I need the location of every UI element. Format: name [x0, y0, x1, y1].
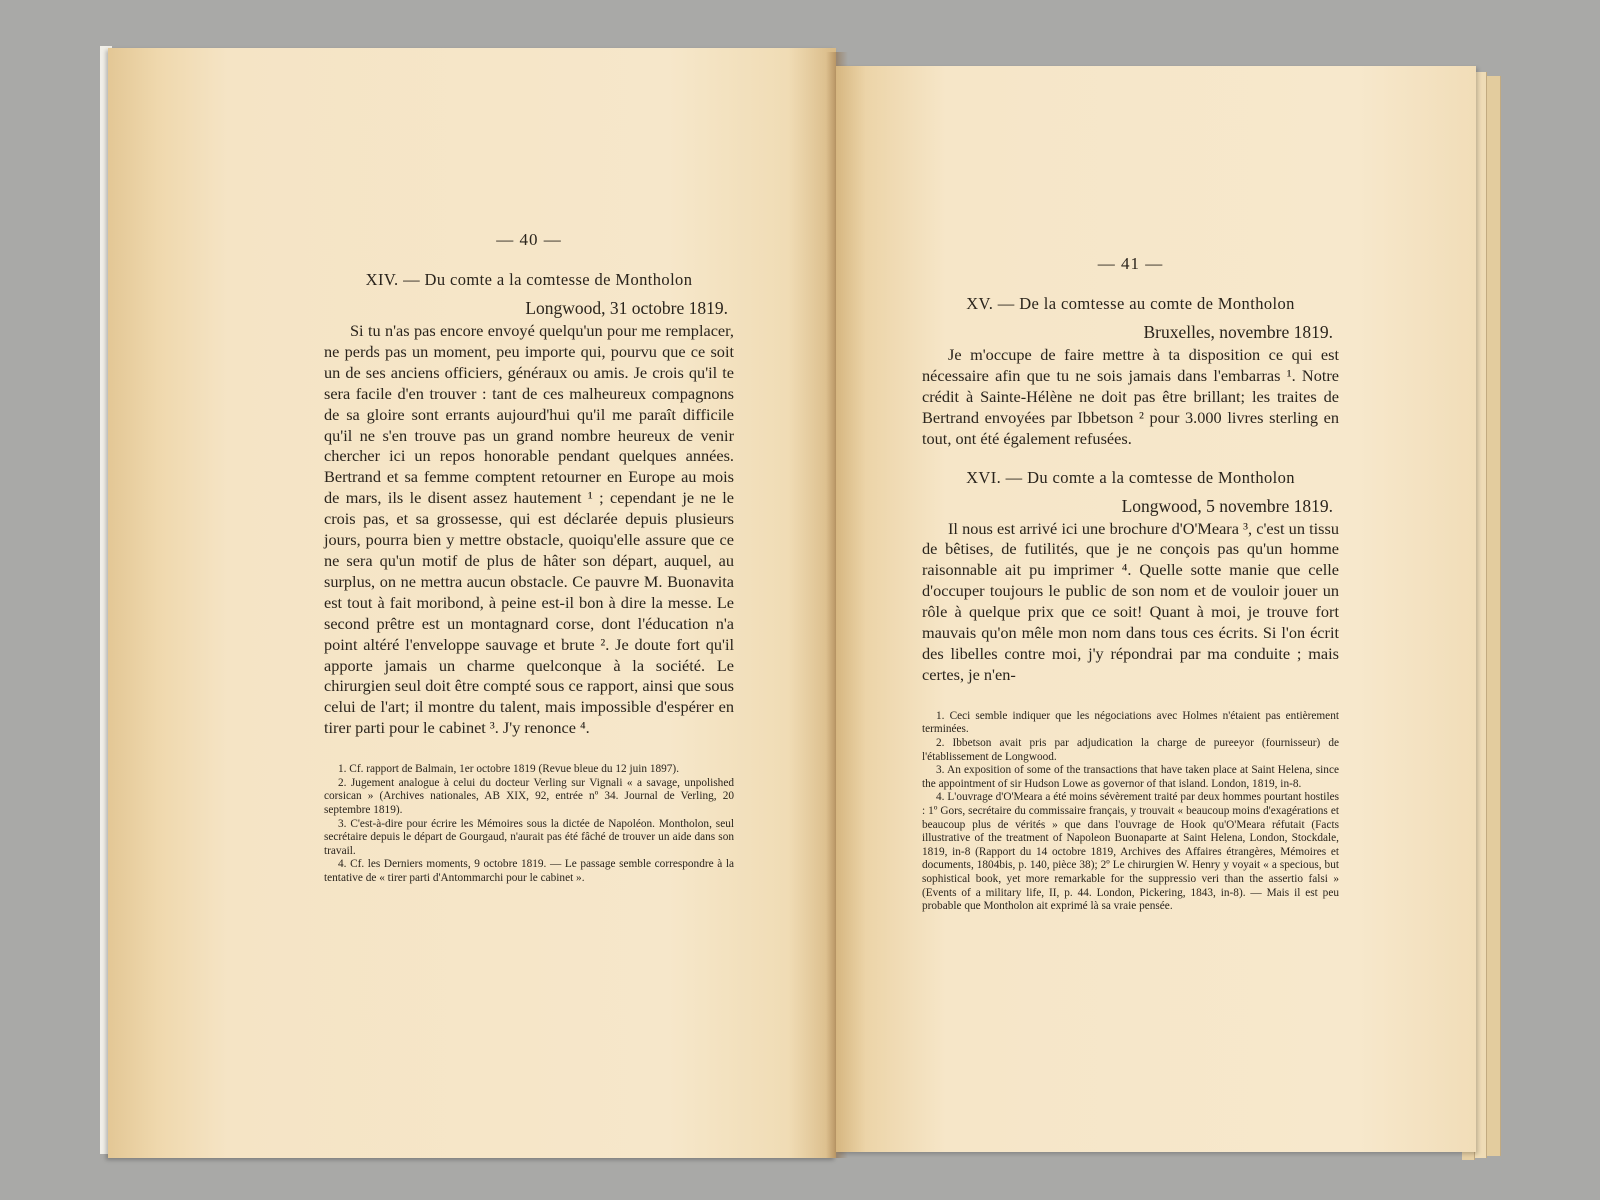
left-column — [324, 178, 734, 885]
right-page — [836, 66, 1476, 1152]
place-date: Bruxelles, novembre 1819. — [1143, 322, 1333, 342]
footnote: 1. Ceci semble indiquer que les négociations avec Holmes n'étaient pas entièrement terminées. — [922, 709, 1339, 736]
place-date: Longwood, 31 octobre 1819. — [525, 298, 728, 318]
page-number: — 41 — — [1097, 254, 1164, 273]
footnote: 2. Ibbetson avait pris par adjudication la charge de pureeyor (fournisseur) de l'établissement de Longwood. — [922, 736, 1339, 763]
letter-heading: XV. — De la comtesse au comte de Montholon — [966, 294, 1295, 313]
letter-body — [922, 345, 1339, 450]
paragraph: Il nous est arrivé ici une brochure d'O'Meara ³, c'est un tissu de bêtises, de futilités, que je ne conçois pas qu'un homme raisonnable ait pu imprimer ⁴. Quelle sotte manie que celle d'occuper toujours le public de son nom et de vouloir jouer un rôle à quelque prix que ce soit! Quant à moi, je trouve fort mauvais qu'on mêle mon nom dans tous ces écrits. Si l'on écrit des libelles contre moi, j'y répondrai par ma conduite ; mais certes, je n'en- — [922, 518, 1339, 684]
footnote: 4. L'ouvrage d'O'Meara a été moins sévèrement traité par deux hommes pourtant hostiles : 1º Gors, secrétaire du commissaire français, y trouvait « beaucoup moins d'exagérations et beaucoup plus de vérités » que dans l'ouvrage de Hook qu'O'Meara réfutait (Facts illustrative of the treatment of Napoleon Buonaparte at Saint Helena, London, Stockdale, 1819, in-8 (Rapport du 14 octobre 1819, Archives des Affaires étrangères, Mémoires et documents, 1804bis, p. 140, pièce 38); 2º Le chirurgien W. Henry y voyait « a specious, but sophistical book, yet more remarkable for the suppressio veri than the assertio falsi » (Events of a military life, II, p. 44. London, Pickering, 1843, in-8). — Mais il est peu probable que Montholon ait exprimé là sa vraie pensée. — [922, 791, 1339, 913]
right-column — [922, 188, 1339, 914]
letter-heading: XIV. — Du comte a la comtesse de Montholon — [365, 270, 693, 289]
place-date: Longwood, 5 novembre 1819. — [1121, 495, 1333, 516]
letter-heading: XVI. — Du comte a la comtesse de Montholon — [966, 467, 1295, 487]
letter-body — [324, 321, 734, 739]
paragraph: Si tu n'as pas encore envoyé quelqu'un pour me remplacer, ne perds pas un moment, peu importe qui, pourvu que ce soit un de ses anciens officiers, généraux ou amis. Je crois qu'il te sera facile d'en trouver : tant de ces malheureux compagnons de sa gloire sont errants aujourd'hui qu'il me paraît difficile qu'il ne s'en trouve pas un grand nombre heureux de venir chercher ici un repos honorable pendant quelques années. Bertrand et sa femme comptent retourner en Europe au mois de mars, ils le disent assez hautement ¹ ; cependant je ne le crois pas, et sa grossesse, qui est déclarée depuis plusieurs jours, pourra bien y mettre obstacle, quoiqu'elle assure que ce ne sera qu'un motif de plus de hâter son départ, auquel, au surplus, on ne mettra aucun obstacle. Ce pauvre M. Buonavita est tout à fait moribond, à peine est-il bon à dire la messe. Le second prêtre est un montagnard corse, dont l'éducation n'a point altéré l'enveloppe sauvage et brute ². Je doute fort qu'il apporte jamais un charme quelconque à la société. Le chirurgien seul doit être compté sous ce rapport, ainsi que sous celui de l'art; il montre du talent, mais impossible d'espérer en tirer parti pour le cabinet ³. J'y renonce ⁴. — [324, 321, 734, 738]
page-number: — 40 — — [496, 230, 562, 249]
footnotes — [324, 763, 734, 885]
footnote: 2. Jugement analogue à celui du docteur Verling sur Vignali « a savage, unpolished corsican » (Archives nationales, AB XIX, 92, entrée nº 34. Journal de Verling, 20 septembre 1819). — [324, 776, 734, 816]
letter-body — [922, 519, 1339, 686]
footnote: 1. Cf. rapport de Balmain, 1er octobre 1819 (Revue bleue du 12 juin 1897). — [338, 763, 680, 776]
footnotes — [922, 710, 1339, 914]
footnote: 4. Cf. les Derniers moments, 9 octobre 1819. — Le passage semble correspondre à la tentative de « tirer parti d'Antommarchi pour le cabinet ». — [324, 858, 734, 884]
paragraph: Je m'occupe de faire mettre à ta disposition ce qui est nécessaire afin que tu ne sois jamais dans l'embarras ¹. Notre crédit à Sainte-Hélène ne doit pas être brillant; les traites de Bertrand envoyées par Ibbetson ² pour 3.000 livres sterling en tout, ont été également refusées. — [922, 345, 1339, 448]
footnote: 3. An exposition of some of the transactions that have taken place at Saint Helena, since the appointment of sir Hudson Lowe as governor of that island. London, 1819, in-8. — [922, 764, 1339, 790]
footnote: 3. C'est-à-dire pour écrire les Mémoires sous la dictée de Napoléon. Montholon, seul secrétaire depuis le départ de Gourgaud, n'aurait pas été fâché de trouver un aide dans son travail. — [324, 817, 734, 857]
left-page — [108, 48, 836, 1158]
